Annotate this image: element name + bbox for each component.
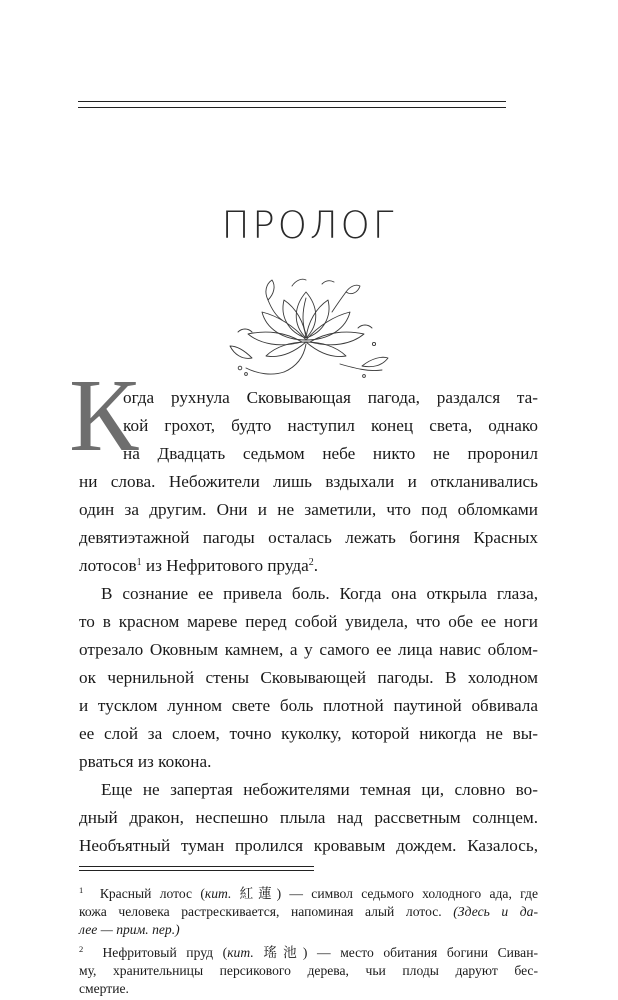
- body-line: [79, 555, 538, 577]
- header-rule-top: [78, 101, 506, 102]
- body-line: отрезало Оковным камнем, а у самого ее лица навис облом-: [79, 640, 538, 659]
- footnote-1-line: кожа человека растрескивается, напоминая алый лотос. (Здесь и да-: [79, 904, 538, 919]
- body-line: ее слой за слоем, точно куколку, которой никогда не вы-: [79, 724, 538, 743]
- body-line: В сознание ее привела боль. Когда она открыла глаза,: [101, 584, 538, 603]
- footnote-number: 1: [79, 885, 84, 895]
- body-line: кой грохот, будто наступил конец света, однако: [123, 416, 538, 435]
- header-rule-bottom: [78, 107, 506, 108]
- body-text: .: [313, 556, 319, 575]
- body-line: на Двадцать седьмом небе никто не проронил: [123, 444, 538, 463]
- chapter-title: ПРОЛОГ: [221, 204, 397, 247]
- body-line: ок чернильной стены Сковывающей пагоды. В холодном: [79, 668, 538, 687]
- footnote-ref: 1: [136, 557, 142, 568]
- footnote-2: $^2$ Нефритовый пруд (кит. 瑤池) — место обитания богини Сиван-: [79, 944, 539, 960]
- body-line: дный дракон, неспешно плыла над рассветным солнцем.: [79, 808, 538, 827]
- drop-cap: К: [69, 358, 139, 473]
- body-text: лотосов: [79, 556, 137, 575]
- footnote-ref: 2: [308, 557, 314, 568]
- footnote-2-line: смертие.: [79, 981, 129, 996]
- footnote-2-line: му, хранительницы персикового дерева, чьи плоды даруют бес-: [79, 963, 538, 978]
- footnote-1-line: лее — прим. пер.): [79, 922, 180, 937]
- body-line: ни слова. Небожители лишь вздыхали и откланивались: [79, 472, 538, 491]
- body-line: девятиэтажной пагоды осталась лежать богиня Красных: [79, 528, 538, 547]
- body-line: Еще не запертая небожителями темная ци, словно во-: [101, 780, 538, 799]
- body-line: огда рухнула Сковывающая пагода, раздался та-: [123, 388, 538, 407]
- footnote-1: $^1$ Красный лотос (кит. 紅蓮) — символ седьмого холодного ада, где: [79, 885, 538, 901]
- footnote-number: 2: [79, 944, 84, 954]
- body-line: один за другим. Они и не заметили, что под обломками: [79, 500, 538, 519]
- lotus-flower-ornament: [222, 272, 390, 380]
- body-line: то в красном мареве перед собой увидела, что обе ее ноги: [79, 612, 538, 631]
- footnote-rule-top: [79, 866, 314, 867]
- footnote-rule-bottom: [79, 870, 314, 871]
- body-line: Необъятный туман пролился кровавым дождем. Казалось,: [79, 836, 538, 855]
- body-text: из Нефритового пруда: [141, 556, 309, 575]
- body-line: рваться из кокона.: [79, 752, 212, 771]
- body-line: и тусклом лунном свете боль плотной паутиной обвивала: [79, 696, 538, 715]
